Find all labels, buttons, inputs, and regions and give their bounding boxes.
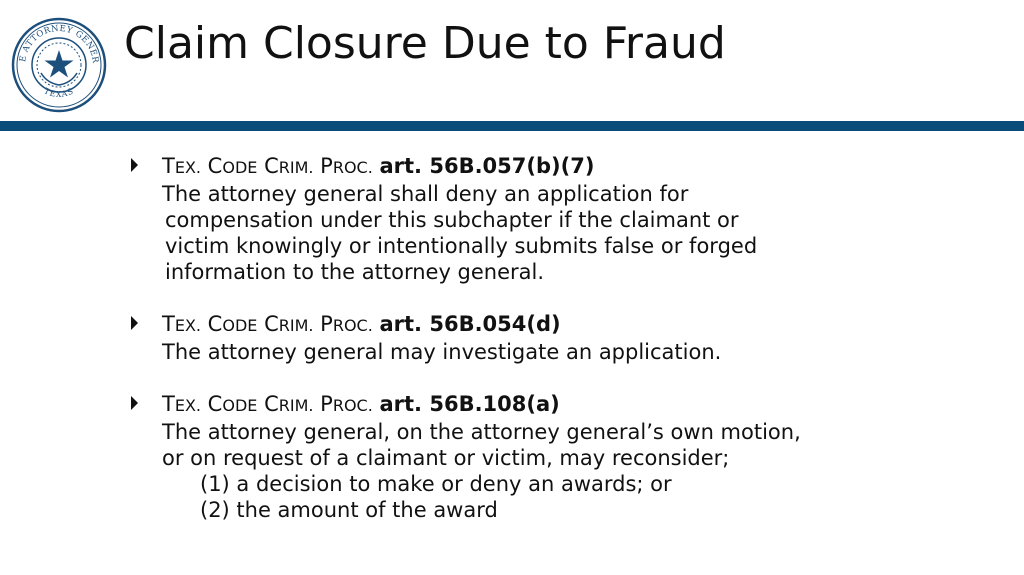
bullet-sub-line: (2) the amount of the award — [200, 498, 498, 522]
bullet-arrow-icon — [131, 316, 138, 330]
bullet-text-line: The attorney general, on the attorney general’s own motion, — [162, 420, 801, 444]
bullet-item — [128, 311, 1008, 365]
bullet-item — [128, 391, 1008, 523]
statute-citation: TEX. CODE CRIM. PROC. art. 56B.057(b)(7) — [162, 154, 595, 178]
seal-ring-bottom-text: TEXAS — [42, 86, 76, 100]
article-number: art. 56B.057(b)(7) — [379, 154, 595, 178]
seal-ring-top-text: E ATTORNEY GENER — [18, 23, 101, 65]
page-title: Claim Closure Due to Fraud — [124, 18, 726, 69]
article-number: art. 56B.108(a) — [379, 392, 560, 416]
article-number: art. 56B.054(d) — [379, 312, 561, 336]
attorney-general-seal-icon — [11, 17, 107, 113]
slide-body — [128, 153, 1008, 549]
bullet-text-line: information to the attorney general. — [165, 260, 545, 284]
bullet-text-line: The attorney general may investigate an application. — [162, 340, 722, 364]
seal-logo — [11, 17, 107, 113]
bullet-text-line: or on request of a claimant or victim, may reconsider; — [162, 446, 730, 470]
bullet-text-line: victim knowingly or intentionally submits false or forged — [165, 234, 758, 258]
statute-citation: TEX. CODE CRIM. PROC. art. 56B.108(a) — [162, 392, 560, 416]
bullet-item — [128, 153, 1008, 285]
bullet-text-line: The attorney general shall deny an application for — [162, 182, 689, 206]
bullet-sub-line: (1) a decision to make or deny an awards; or — [200, 472, 672, 496]
bullet-arrow-icon — [131, 158, 138, 172]
header-divider — [0, 121, 1024, 131]
statute-citation: TEX. CODE CRIM. PROC. art. 56B.054(d) — [162, 312, 561, 336]
bullet-arrow-icon — [131, 396, 138, 410]
bullet-text-line: compensation under this subchapter if the claimant or — [165, 208, 739, 232]
